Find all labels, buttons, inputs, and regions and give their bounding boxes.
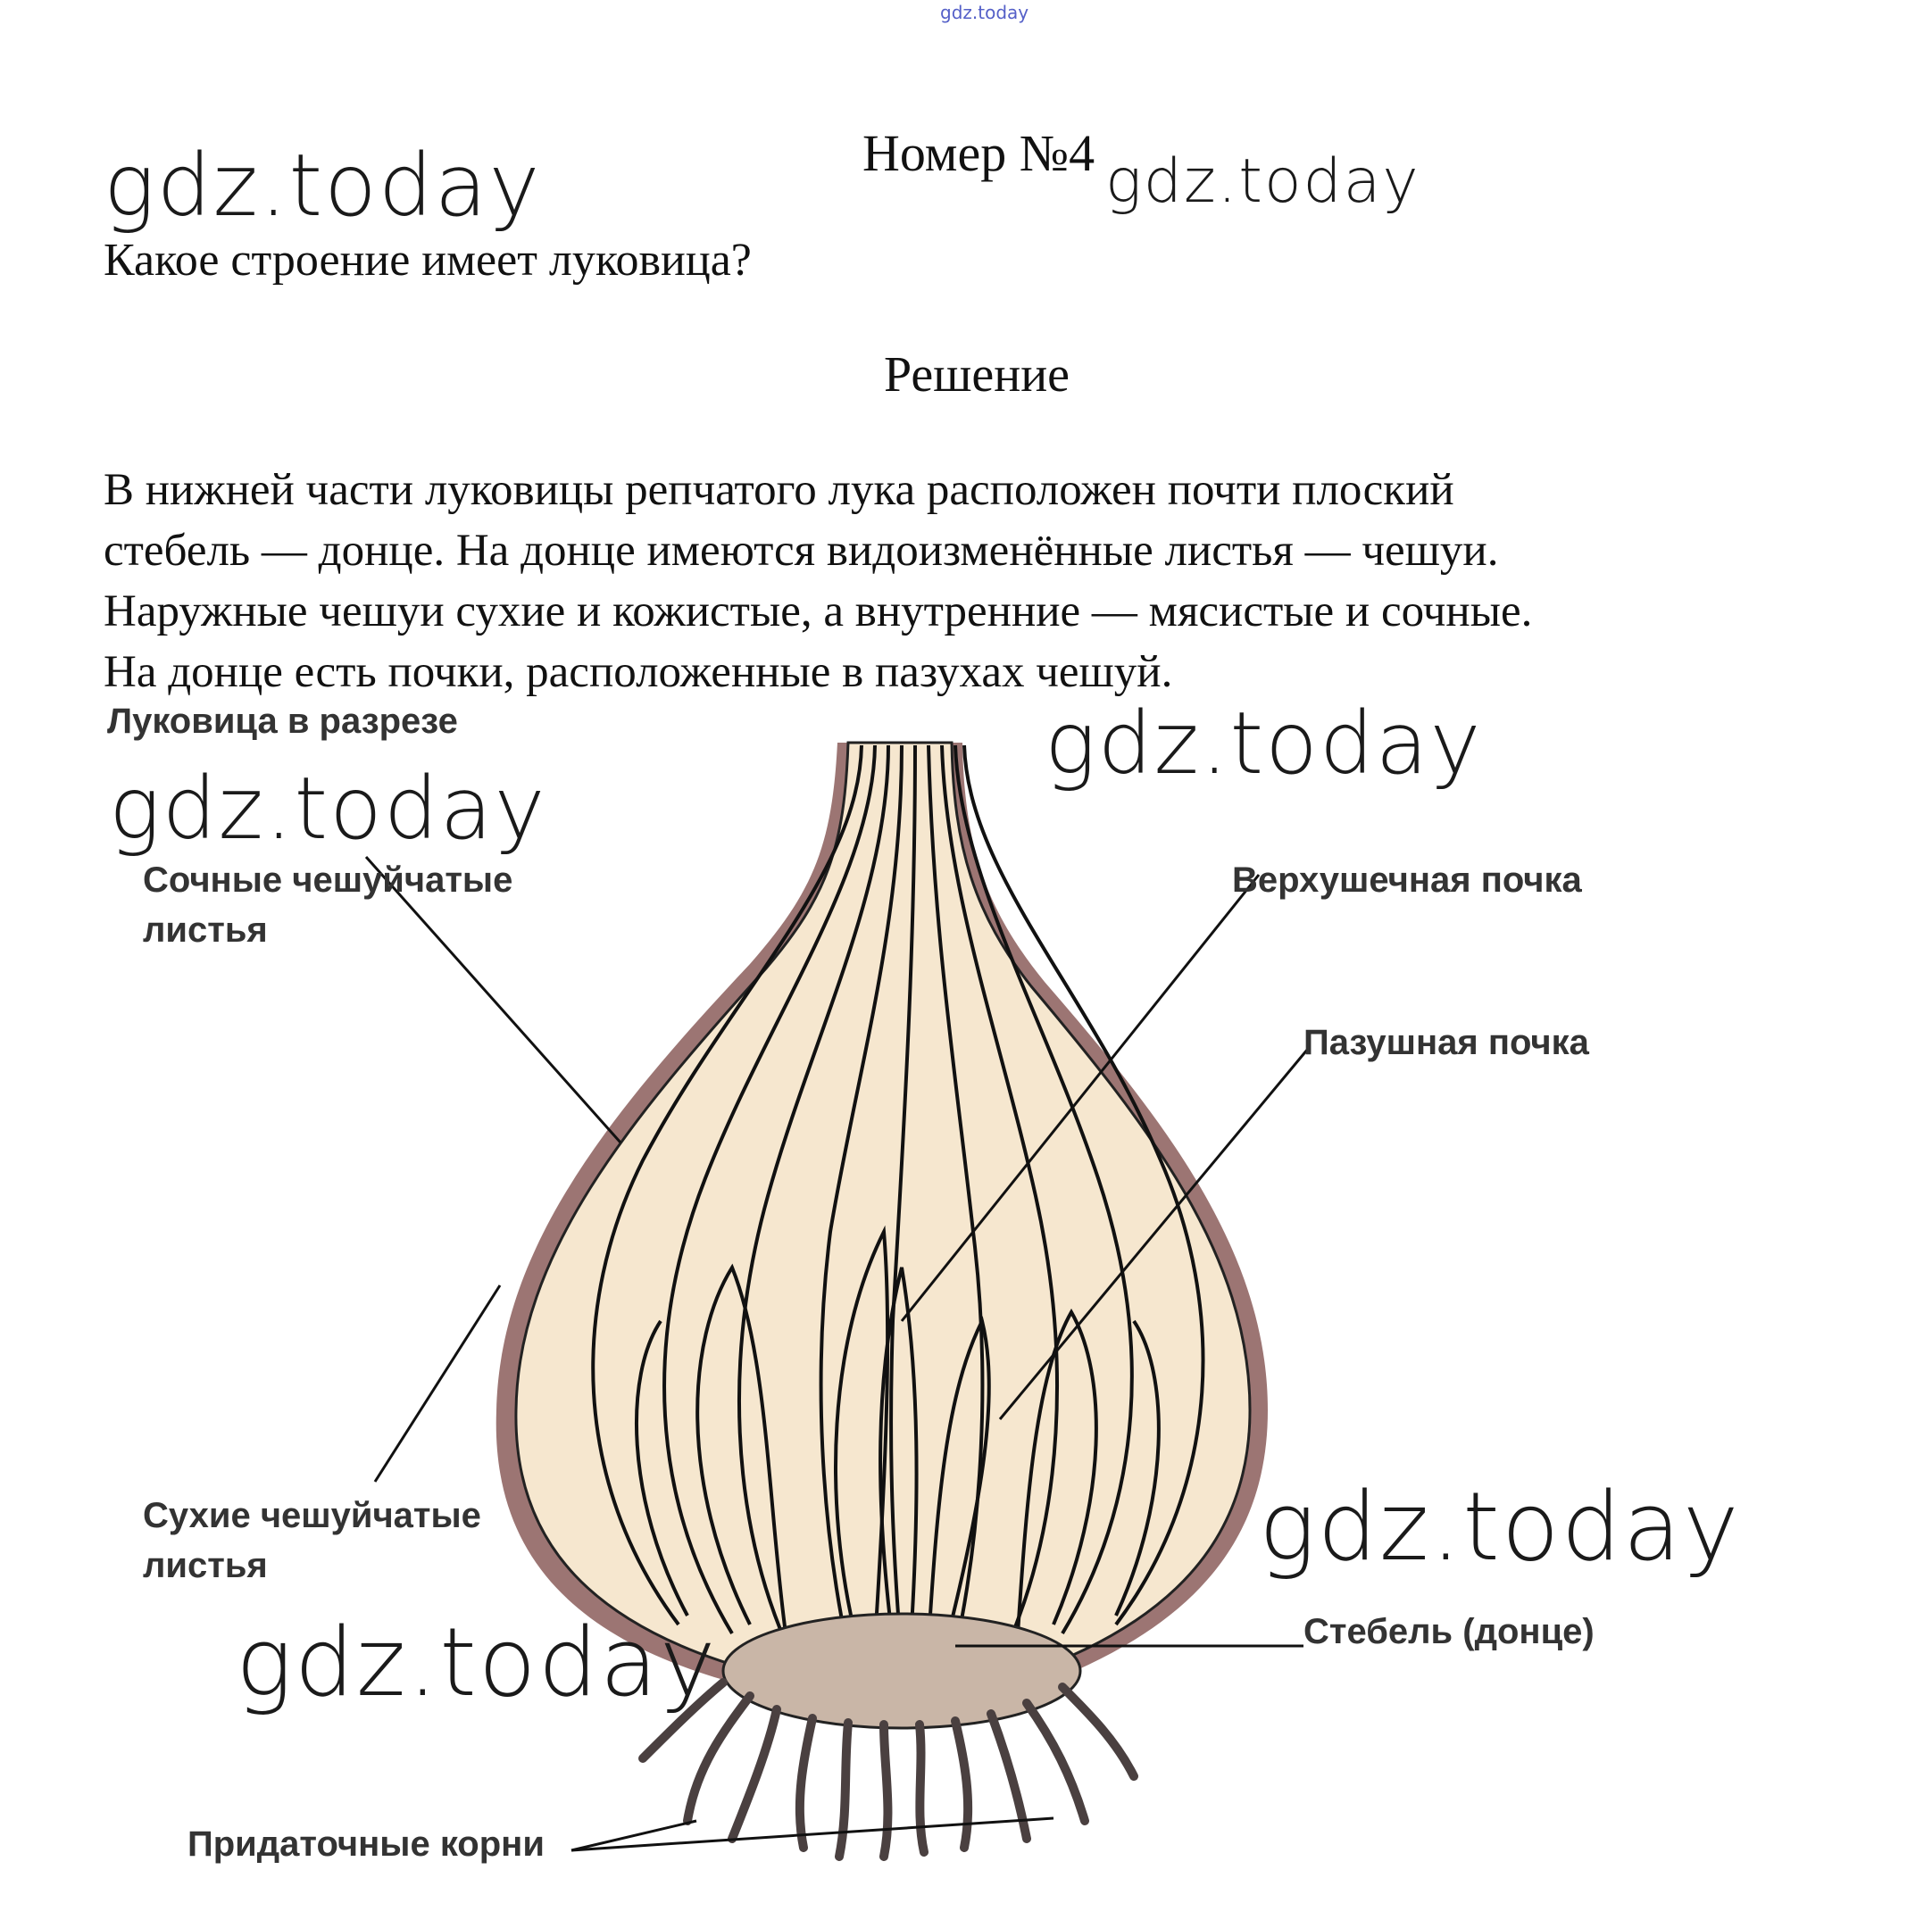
label-roots: Придаточные корни xyxy=(187,1824,545,1864)
diagram-title: Луковица в разрезе xyxy=(107,702,458,741)
label-dry-scales xyxy=(143,1491,481,1591)
watermark-text: gdz.today xyxy=(236,1608,718,1717)
label-axillary-bud: Пазушная почка xyxy=(1303,1023,1589,1062)
answer-line: стебель — донце. На донце имеются видоизменённые листья — чешуи. xyxy=(104,526,1499,576)
label-stem: Стебель (донце) xyxy=(1303,1612,1595,1651)
solution-heading: Решение xyxy=(884,347,1070,403)
label-apical-bud: Верхушечная почка xyxy=(1232,860,1582,900)
question-text: Какое строение имеет луковица? xyxy=(104,235,752,286)
answer-text xyxy=(104,460,1853,702)
label-juicy-scales xyxy=(143,855,512,955)
watermark-text: gdz.today xyxy=(1259,1472,1741,1582)
label-line: листья xyxy=(143,1546,268,1585)
watermark-text: gdz.today xyxy=(1045,694,1483,794)
answer-line: На донце есть почки, расположенные в пазухах чешуй. xyxy=(104,647,1173,697)
watermark-small: gdz.today xyxy=(940,2,1029,23)
watermark-text: gdz.today xyxy=(104,136,542,236)
label-line: Сочные чешуйчатые xyxy=(143,860,513,900)
watermark-text: gdz.today xyxy=(109,759,547,859)
task-number-title: Номер №4 xyxy=(862,124,1095,182)
label-line: листья xyxy=(143,910,268,950)
answer-line: В нижней части луковицы репчатого лука расположен почти плоский xyxy=(104,465,1454,515)
answer-line: Наружные чешуи сухие и кожистые, а внутренние — мясистые и сочные. xyxy=(104,586,1533,636)
label-line: Сухие чешуйчатые xyxy=(143,1496,481,1535)
watermark-text: gdz.today xyxy=(1105,146,1420,217)
